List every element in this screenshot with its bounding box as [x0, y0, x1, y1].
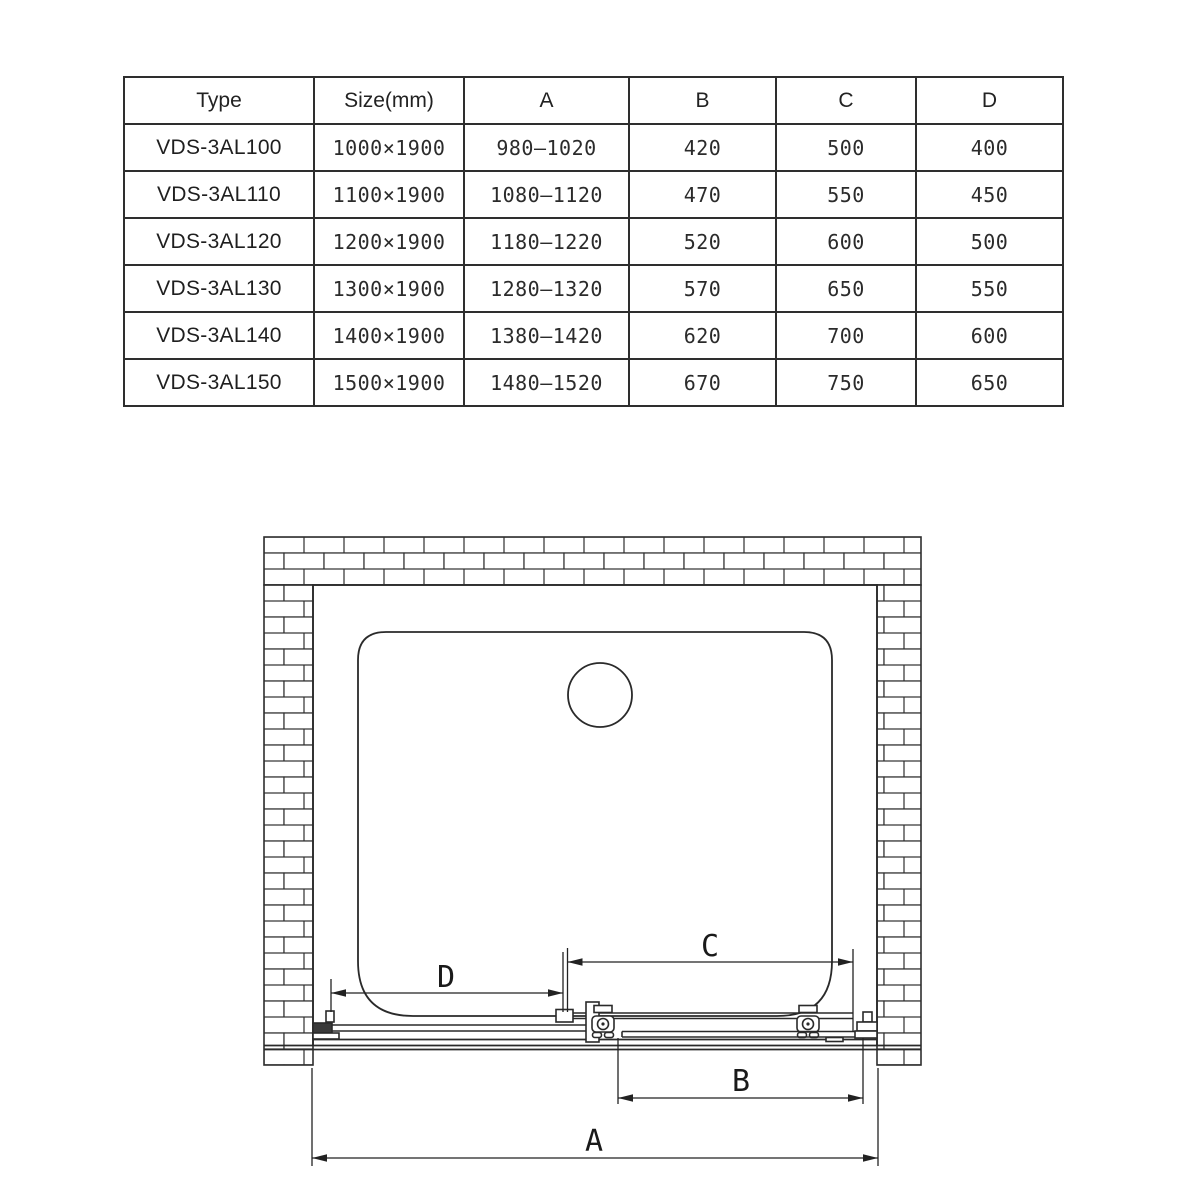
table-cell-c: 550	[776, 171, 916, 218]
table-cell-type: VDS-3AL130	[124, 265, 314, 312]
table-cell-b: 520	[629, 218, 776, 265]
table-cell-type: VDS-3AL110	[124, 171, 314, 218]
table-cell-b: 420	[629, 124, 776, 171]
table-cell-c: 600	[776, 218, 916, 265]
dimension-label-c: C	[700, 929, 720, 964]
column-header-d: D	[916, 77, 1063, 124]
brick-wall-right	[877, 585, 921, 1065]
table-cell-a: 1180–1220	[464, 218, 629, 265]
dimension-label-d: D	[436, 960, 456, 995]
roller-left	[592, 1006, 614, 1038]
brick-wall-top	[264, 537, 921, 585]
table-cell-type: VDS-3AL120	[124, 218, 314, 265]
table-cell-a: 980–1020	[464, 124, 629, 171]
table-cell-b: 570	[629, 265, 776, 312]
table-cell-type: VDS-3AL150	[124, 359, 314, 406]
table-cell-size: 1200×1900	[314, 218, 464, 265]
table-cell-size: 1100×1900	[314, 171, 464, 218]
right-wall-bracket	[855, 1012, 877, 1038]
column-header-b: B	[629, 77, 776, 124]
table-cell-c: 650	[776, 265, 916, 312]
table-cell-c: 750	[776, 359, 916, 406]
fixed-panel-rail	[332, 1025, 586, 1031]
table-cell-d: 550	[916, 265, 1063, 312]
dimension-label-a: A	[584, 1124, 604, 1159]
table-cell-c: 700	[776, 312, 916, 359]
table-cell-size: 1500×1900	[314, 359, 464, 406]
table-cell-a: 1280–1320	[464, 265, 629, 312]
column-header-size: Size(mm)	[314, 77, 464, 124]
table-cell-d: 600	[916, 312, 1063, 359]
table-cell-size: 1000×1900	[314, 124, 464, 171]
table-cell-size: 1400×1900	[314, 312, 464, 359]
table-cell-d: 400	[916, 124, 1063, 171]
table-cell-a: 1380–1420	[464, 312, 629, 359]
table-cell-d: 450	[916, 171, 1063, 218]
table-cell-d: 650	[916, 359, 1063, 406]
brick-wall-left	[264, 585, 313, 1065]
table-cell-type: VDS-3AL100	[124, 124, 314, 171]
shower-tray	[358, 632, 832, 1016]
dimension-label-b: B	[731, 1064, 751, 1099]
column-header-c: C	[776, 77, 916, 124]
column-header-a: A	[464, 77, 629, 124]
table-cell-b: 670	[629, 359, 776, 406]
table-cell-b: 620	[629, 312, 776, 359]
table-cell-c: 500	[776, 124, 916, 171]
table-cell-size: 1300×1900	[314, 265, 464, 312]
table-cell-type: VDS-3AL140	[124, 312, 314, 359]
room-outline	[313, 585, 877, 1045]
roller-right	[797, 1006, 819, 1038]
table-cell-b: 470	[629, 171, 776, 218]
table-cell-a: 1080–1120	[464, 171, 629, 218]
drain-circle	[568, 663, 632, 727]
table-cell-d: 500	[916, 218, 1063, 265]
column-header-type: Type	[124, 77, 314, 124]
table-cell-a: 1480–1520	[464, 359, 629, 406]
